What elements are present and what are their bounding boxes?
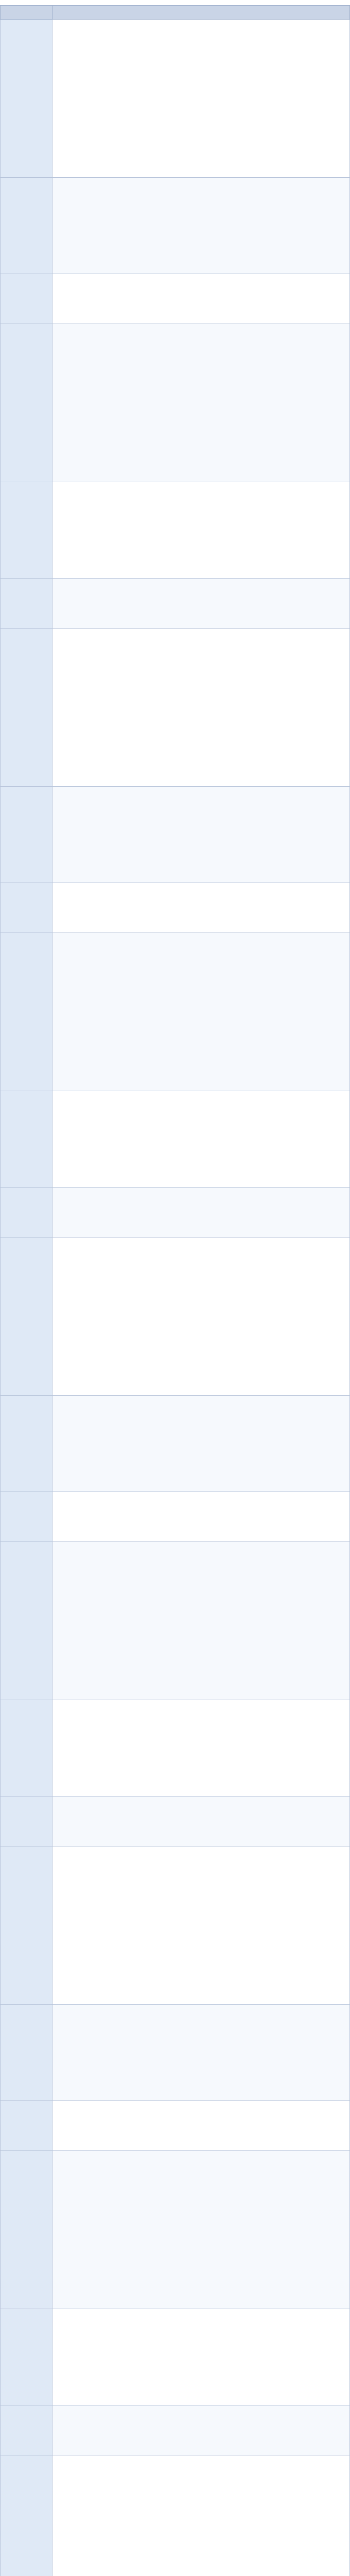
names-cell	[52, 2005, 350, 2101]
names-cell	[52, 2405, 350, 2455]
table-row	[1, 20, 350, 178]
names-cell	[52, 274, 350, 324]
table-row	[1, 482, 350, 579]
names-cell	[52, 787, 350, 883]
names-cell	[52, 2455, 350, 2576]
names-cell	[52, 629, 350, 787]
table-row	[1, 2101, 350, 2151]
category-cell	[1, 1492, 52, 1542]
table-row	[1, 1542, 350, 1700]
category-cell	[1, 1396, 52, 1492]
table-row	[1, 933, 350, 1091]
names-cell	[52, 579, 350, 629]
table-row	[1, 274, 350, 324]
table-row	[1, 1396, 350, 1492]
category-cell	[1, 2005, 52, 2101]
table-row	[1, 1238, 350, 1396]
category-cell	[1, 787, 52, 883]
names-cell	[52, 1542, 350, 1700]
names-cell	[52, 1188, 350, 1238]
list-table-header-row	[1, 6, 350, 20]
names-column-header	[52, 6, 350, 20]
category-cell	[1, 482, 52, 579]
names-cell	[52, 2309, 350, 2405]
names-cell	[52, 1797, 350, 1846]
table-row	[1, 2455, 350, 2576]
names-cell	[52, 1091, 350, 1188]
category-cell	[1, 2101, 52, 2151]
names-cell	[52, 1846, 350, 2005]
table-row	[1, 2005, 350, 2101]
category-cell	[1, 178, 52, 274]
category-cell	[1, 579, 52, 629]
category-cell	[1, 1846, 52, 2005]
names-cell	[52, 1396, 350, 1492]
names-cell	[52, 2101, 350, 2151]
table-row	[1, 1492, 350, 1542]
table-row	[1, 2405, 350, 2455]
names-cell	[52, 1492, 350, 1542]
category-cell	[1, 1797, 52, 1846]
category-cell	[1, 933, 52, 1091]
category-cell	[1, 2405, 52, 2455]
table-row	[1, 1797, 350, 1846]
category-cell	[1, 20, 52, 178]
category-list-table	[0, 5, 350, 2576]
table-row	[1, 787, 350, 883]
table-row	[1, 178, 350, 274]
category-cell	[1, 1542, 52, 1700]
category-cell	[1, 2455, 52, 2576]
table-row	[1, 2309, 350, 2405]
names-cell	[52, 324, 350, 482]
names-cell	[52, 1700, 350, 1797]
names-cell	[52, 2151, 350, 2309]
table-row	[1, 1188, 350, 1238]
names-cell	[52, 933, 350, 1091]
category-list-body	[1, 20, 350, 2576]
category-cell	[1, 629, 52, 787]
names-cell	[52, 482, 350, 579]
category-cell	[1, 1091, 52, 1188]
category-cell	[1, 2309, 52, 2405]
category-cell	[1, 274, 52, 324]
names-cell	[52, 1238, 350, 1396]
table-row	[1, 1091, 350, 1188]
category-cell	[1, 1188, 52, 1238]
table-row	[1, 1846, 350, 2005]
category-column-header	[1, 6, 52, 20]
category-cell	[1, 2151, 52, 2309]
table-row	[1, 2151, 350, 2309]
category-cell	[1, 324, 52, 482]
names-cell	[52, 883, 350, 933]
table-row	[1, 324, 350, 482]
names-cell	[52, 178, 350, 274]
category-cell	[1, 883, 52, 933]
table-row	[1, 1700, 350, 1797]
category-cell	[1, 1700, 52, 1797]
table-row	[1, 579, 350, 629]
names-cell	[52, 20, 350, 178]
table-row	[1, 629, 350, 787]
table-row	[1, 883, 350, 933]
category-cell	[1, 1238, 52, 1396]
